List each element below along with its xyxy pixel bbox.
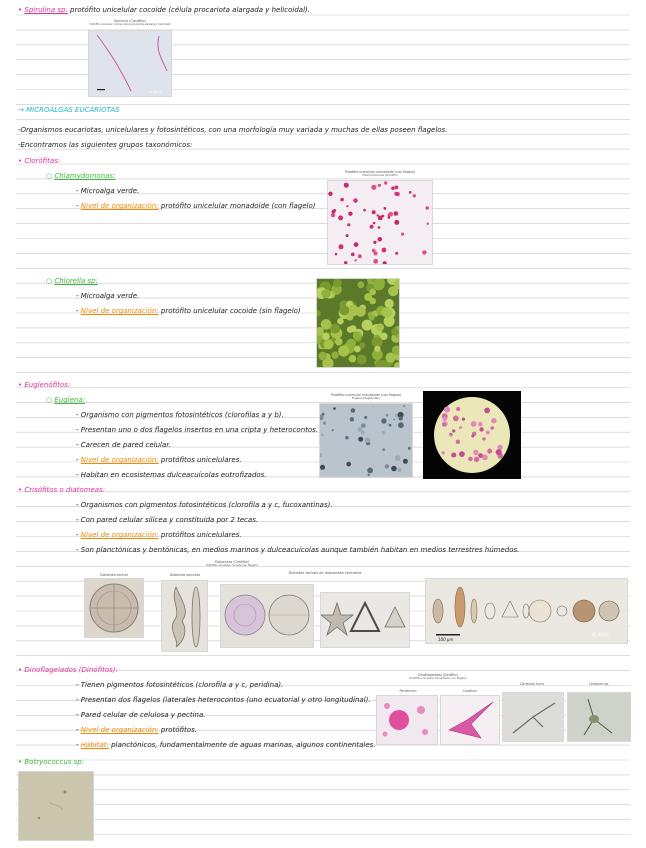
chlamydomonas-cell (358, 254, 362, 258)
euglena-cell (452, 429, 455, 432)
chlorella-cell (333, 279, 342, 287)
diatomea-pennada-image (161, 580, 208, 652)
dinoflagelados-header: • Dinoflagelados (Dinófitos): (18, 666, 118, 674)
euglena-field-particle (323, 422, 326, 425)
chlorella-cell (321, 319, 332, 330)
euglena-field-particle (358, 437, 363, 442)
chlorella-cell (362, 320, 373, 331)
diatomeas-scale: 100 µm (438, 637, 454, 642)
euglena-cell (468, 457, 473, 462)
euglena-image-1 (319, 403, 413, 478)
chlorella-micrograph (317, 279, 399, 367)
euglena-field-particle (345, 436, 348, 439)
euglena-image-2 (423, 391, 521, 479)
chlorella-cell (373, 279, 385, 290)
chlamydomonas-cell (346, 205, 348, 207)
chlamydomonas-cell (409, 191, 412, 194)
euglena-item-3: - Carecen de pared celular. (76, 441, 171, 449)
diatomeas-formas-micrograph (321, 593, 409, 647)
euglena-field-particle (320, 415, 324, 420)
diatomea-pennada-micrograph (162, 581, 207, 651)
chlamydomonas-cell (373, 259, 378, 264)
diatomeas-centrales-micrograph (221, 585, 313, 647)
chlamydomonas-cell (346, 234, 349, 237)
euglena-cell (482, 437, 485, 440)
peridinium-image (376, 695, 438, 745)
euglena-field-particle (389, 424, 392, 427)
chlorella-cell (369, 289, 376, 296)
euglena-field-particle (381, 418, 386, 423)
chlamydomonas-item-1: - Microalga verde. (76, 187, 140, 195)
spirulina-micrograph (89, 31, 171, 96)
spirulina-caption: Spirulina (Cianófito) Protófito unicelular cocoide (célula procariota alargada y helicoidal) (89, 19, 171, 26)
dinoflagelados-item-5: - Hábitat: planctónicos, fundamentalmente de aguas marinas, algunos continentales. (76, 741, 376, 749)
chlamydomonas-cell (394, 220, 399, 225)
chlorella-cell (317, 310, 321, 317)
chlorella-cell (321, 289, 330, 298)
euglena-field-particle (393, 419, 395, 421)
euglena-field-particle (403, 405, 405, 407)
euglena-field-particle (320, 453, 322, 457)
crisofitos-item-1: - Organismos con pigmentos fotosintéticos (clorofila a y c, fucoxantinas). (76, 501, 333, 509)
euglena-item-2: - Presentan uno o dos flagelos insertos en una cripta y heterocontos. (76, 426, 319, 434)
euglena-cell (453, 416, 459, 422)
euglena-field-particle (367, 468, 373, 474)
chlamydomonas-cell (394, 211, 399, 216)
euglena-cell (487, 449, 492, 454)
euglena-field-particle (351, 408, 356, 413)
euglena-item-4: - Nivel de organización: protófitos unicelulares. (76, 456, 242, 464)
diatomeas-centrales-image (220, 584, 314, 648)
chlamydomonas-cell (391, 186, 395, 190)
botryococcus-title: • Botryococcus sp: (18, 758, 85, 766)
euglena-field-particle (408, 447, 411, 450)
chlamydomonas-cell (388, 216, 391, 219)
chlamydomonas-cell (344, 261, 348, 264)
euglena-cell (443, 416, 448, 421)
diatomeas-caption: Diatomeas (Crisófito) Protófito unicelular cocoide (sin flagelo) (206, 560, 258, 567)
euglena-field-particle (365, 437, 371, 443)
chlamydomonas-cell (339, 244, 344, 249)
chlorella-cell (349, 355, 357, 363)
chlorella-image (316, 278, 400, 368)
chlamydomonas-cell (427, 223, 429, 225)
chlamydomonas-cell (395, 252, 398, 255)
euglena-cell (479, 427, 483, 431)
spirulina-text: protófito unicelular cocoide (célula procariota alargada y helicoidal). (70, 6, 310, 14)
chlamydomonas-cell (370, 225, 374, 229)
chlamydomonas-cell (378, 184, 381, 187)
chlorella-cell (385, 299, 394, 308)
euglena-field-particle (333, 407, 336, 410)
chlorella-cell (346, 339, 356, 349)
chlamydomonas-cell (384, 207, 387, 210)
ceratium-image (440, 695, 500, 745)
diatomea-central-micrograph (85, 579, 143, 637)
euglena-field-particle (398, 422, 404, 428)
euglena-cell (496, 449, 502, 455)
clorofitas-header: • Clorófitas: (18, 157, 61, 165)
chlamydomonas-cell (383, 261, 387, 264)
dinoflagelados-item-3: - Pared celular de celulosa y pectina. (76, 711, 206, 719)
chlamydomonas-cell (331, 213, 335, 217)
crisofitos-header: • Crisófitos o diatomeas: (18, 486, 106, 494)
chlamydomonas-cell (340, 198, 344, 202)
chlamydomonas-title: ○ Chlamydomonas: (46, 172, 116, 180)
chlorella-cell (386, 353, 396, 363)
chlamydomonas-cell (401, 233, 404, 236)
chlamydomonas-cell (371, 185, 376, 190)
ceratium-micrograph (441, 696, 499, 744)
euglena-field-particle (357, 427, 362, 432)
chlorella-cell (337, 318, 344, 325)
diatomeas-credit: M. Bocio (592, 632, 609, 637)
euglena-field-particle (382, 431, 386, 435)
euglena-item-5: - Habitan en ecosistemas dulceacuícolas eutrofizados. (76, 471, 267, 479)
euglena-caption: Protófito unicelular monadoide (con flagelo) Euglena (Euglenófito) (330, 393, 402, 400)
crisofitos-item-3: - Nivel de organización: protófitos unicelulares. (76, 531, 242, 539)
chlorella-item-2: - Nivel de organización: protófito unicelular cocoide (sin flagelo) (76, 307, 301, 315)
chlamydomonas-cell (335, 253, 338, 256)
crisofitos-item-2: - Con pared celular silícea y constituida por 2 tecas. (76, 516, 259, 524)
chlorella-cell (331, 352, 338, 359)
euglena-field-particle (361, 423, 366, 428)
chlamydomonas-cell (353, 198, 357, 202)
ceratium-furca-caption: Ceratium furca (520, 682, 544, 686)
chlamydomonas-cell (388, 212, 393, 217)
spirulina-credit: M. Bocio (149, 90, 162, 94)
euglena-item-1: - Organismo con pigmentos fotosintéticos (clorofilas a y b). (76, 411, 284, 419)
chlamydomonas-cell (332, 210, 336, 214)
euglena-field-particle (403, 459, 408, 464)
chlamydomonas-cell (363, 209, 366, 212)
spirulina-line (18, 6, 310, 15)
chlamydomonas-cell (395, 186, 399, 190)
chlorella-cell (382, 307, 393, 318)
euglena-cell (473, 450, 478, 455)
chlamydomonas-item-2: - Nivel de organización: protófito unicelular monadoide (con flagelo) (76, 202, 316, 210)
chlamydomonas-cell (348, 212, 352, 216)
euglena-cell (462, 418, 465, 421)
euglena-field-particle (397, 468, 401, 472)
euglena-cell (478, 422, 483, 427)
chlamydomonas-cell (351, 253, 355, 257)
euglena-cell (471, 421, 477, 427)
spirulina-image (88, 30, 172, 97)
chlamydomonas-cell (373, 222, 376, 225)
chlamydomonas-cell (394, 192, 398, 196)
euglena-cell (486, 431, 490, 435)
chlamydomonas-cell (372, 210, 376, 214)
chlorella-cell (374, 346, 380, 352)
dinoflagelados-item-4: - Nivel de organización: protófitos. (76, 726, 197, 734)
euglena-field-particle (368, 474, 370, 476)
euglena-cell (449, 433, 453, 437)
crisofitos-item-4: - Son planctónicas y bentónicas, en medios marinos y dulceacuícolas aunque también habitan en medios terrestres húmedos. (76, 546, 520, 554)
euglena-cell (459, 426, 462, 429)
chlorella-title: ○ Chlorella sp: (46, 277, 98, 285)
chlamydomonas-cell (384, 181, 387, 184)
dinoflagelados-item-2: - Presentan dos flagelos (laterales heterocontos (uno ecuatorial y otro longitudinal). (76, 696, 371, 704)
chlorella-cell (324, 339, 334, 349)
ceratium-furca-micrograph (503, 693, 563, 741)
spirulina-title: Spirulina sp: (24, 6, 68, 14)
eucariotas-header: → MICROALGAS EUCARIOTAS (18, 106, 120, 114)
euglena-field-particle (386, 414, 389, 417)
diatomea-pennada-caption: Diatomea pennada (169, 573, 201, 577)
diatomeas-formas-caption: Distintas formas de diatomeas centrales (288, 571, 362, 575)
chlamydomonas-micrograph (328, 181, 432, 264)
chlamydomonas-cell (422, 250, 426, 254)
chlamydomonas-cell (378, 237, 383, 242)
chlorella-cell (335, 338, 343, 346)
euglena-micrograph-stained (424, 392, 520, 478)
chlamydomonas-cell (338, 215, 343, 220)
chlamydomonas-cell (374, 251, 378, 255)
chlorella-cell (353, 331, 362, 340)
chlorella-cell (318, 352, 327, 361)
chlorella-cell (359, 342, 365, 348)
chlorella-cell (347, 326, 354, 333)
euglena-field-particle (346, 462, 351, 467)
chlorella-cell (330, 324, 340, 334)
euglena-cell (491, 418, 496, 423)
euglena-field-particle (382, 448, 385, 451)
ceratium-sp-caption: Ceratium sp. (588, 682, 610, 686)
chlamydomonas-cell (347, 223, 350, 226)
ceratium-caption: Ceratium (462, 689, 478, 693)
euglena-cell (474, 457, 479, 462)
euglena-field-particle (373, 406, 375, 408)
chlamydomonas-cell (355, 259, 357, 261)
euglena-field-particle (364, 416, 367, 419)
diatomea-central-image (84, 578, 144, 638)
chlamydomonas-cell (354, 242, 359, 247)
diatomeas-formas-image (320, 592, 410, 648)
chlamydomonas-cell (426, 206, 430, 210)
euglena-field-particle (332, 429, 334, 431)
euglena-field-particle (321, 434, 324, 437)
botryococcus-image (18, 771, 94, 841)
chlorella-cell (376, 323, 384, 331)
chlorella-cell (358, 281, 365, 288)
euglena-title: ○ Euglena: (46, 396, 85, 404)
euglena-cell (490, 426, 494, 430)
eucariotas-para2: -Encontramos las siguientes grupos taxonómicos: (18, 141, 193, 149)
peridinium-micrograph (377, 696, 437, 744)
diatomeas-collage-micrograph (426, 579, 627, 643)
chlorella-cell (357, 355, 367, 365)
chlamydomonas-caption: Protófito unicelular monadoide (con flagelo) Chlamydomonas (Clorófito) (344, 170, 416, 177)
euglena-cell (456, 407, 460, 411)
chlamydomonas-cell (378, 226, 381, 229)
chlamydomonas-cell (344, 183, 347, 186)
diatomea-central-caption: Diatomea central (100, 573, 128, 577)
euglena-cell (442, 451, 445, 454)
euglena-field-particle (320, 465, 325, 470)
ceratium-furca-image (502, 692, 564, 742)
euglena-field-particle (350, 417, 354, 421)
ceratium-sp-micrograph (568, 693, 630, 741)
chlamydomonas-cell (373, 241, 376, 244)
chlamydomonas-image (327, 180, 433, 265)
bullet-icon: • (18, 6, 23, 14)
chlorella-cell (394, 362, 399, 367)
euglena-field-particle (399, 416, 403, 420)
euglenofitos-header: • Euglenófitos: (18, 381, 71, 389)
euglena-micrograph-field (320, 404, 412, 477)
euglena-cell (444, 407, 450, 413)
euglena-cell (459, 451, 465, 457)
euglena-cell (456, 440, 460, 444)
euglena-cell (471, 435, 474, 438)
chlamydomonas-cell (378, 216, 383, 221)
chlorella-cell (338, 345, 349, 356)
chlorella-cell (322, 333, 330, 341)
chlamydomonas-cell (328, 192, 332, 196)
dinoflagelados-caption: Dinoflagelados (Dinófito) Protófito unicelular monadoide (con flagelo) (409, 673, 467, 680)
euglena-field-particle (391, 466, 397, 472)
euglena-cell (442, 423, 446, 427)
chlorella-cell (339, 305, 349, 315)
chlamydomonas-cell (413, 194, 416, 197)
dinoflagelados-item-1: - Tienen pigmentos fotosintéticos (clorofila a y c, peridina). (76, 681, 284, 689)
euglena-cell (451, 453, 456, 458)
chlorella-cell (369, 314, 375, 320)
euglena-cell (478, 453, 483, 458)
euglena-cell (484, 408, 490, 414)
chlorella-cell (391, 328, 398, 335)
diatomeas-collage-image (425, 578, 628, 644)
euglena-field-particle (395, 455, 401, 461)
eucariotas-para1: -Organismos eucariotas, unicelulares y fotosintéticos, con una morfología muy variada y muchas de ellas poseen flagelos. (18, 126, 448, 134)
ceratium-sp-image (567, 692, 631, 742)
peridinium-caption: Peridinium (399, 689, 417, 693)
botryococcus-micrograph (19, 772, 93, 840)
chlorella-item-1: - Microalga verde. (76, 292, 140, 300)
euglena-field-particle (385, 464, 389, 468)
chlamydomonas-cell (382, 248, 387, 253)
